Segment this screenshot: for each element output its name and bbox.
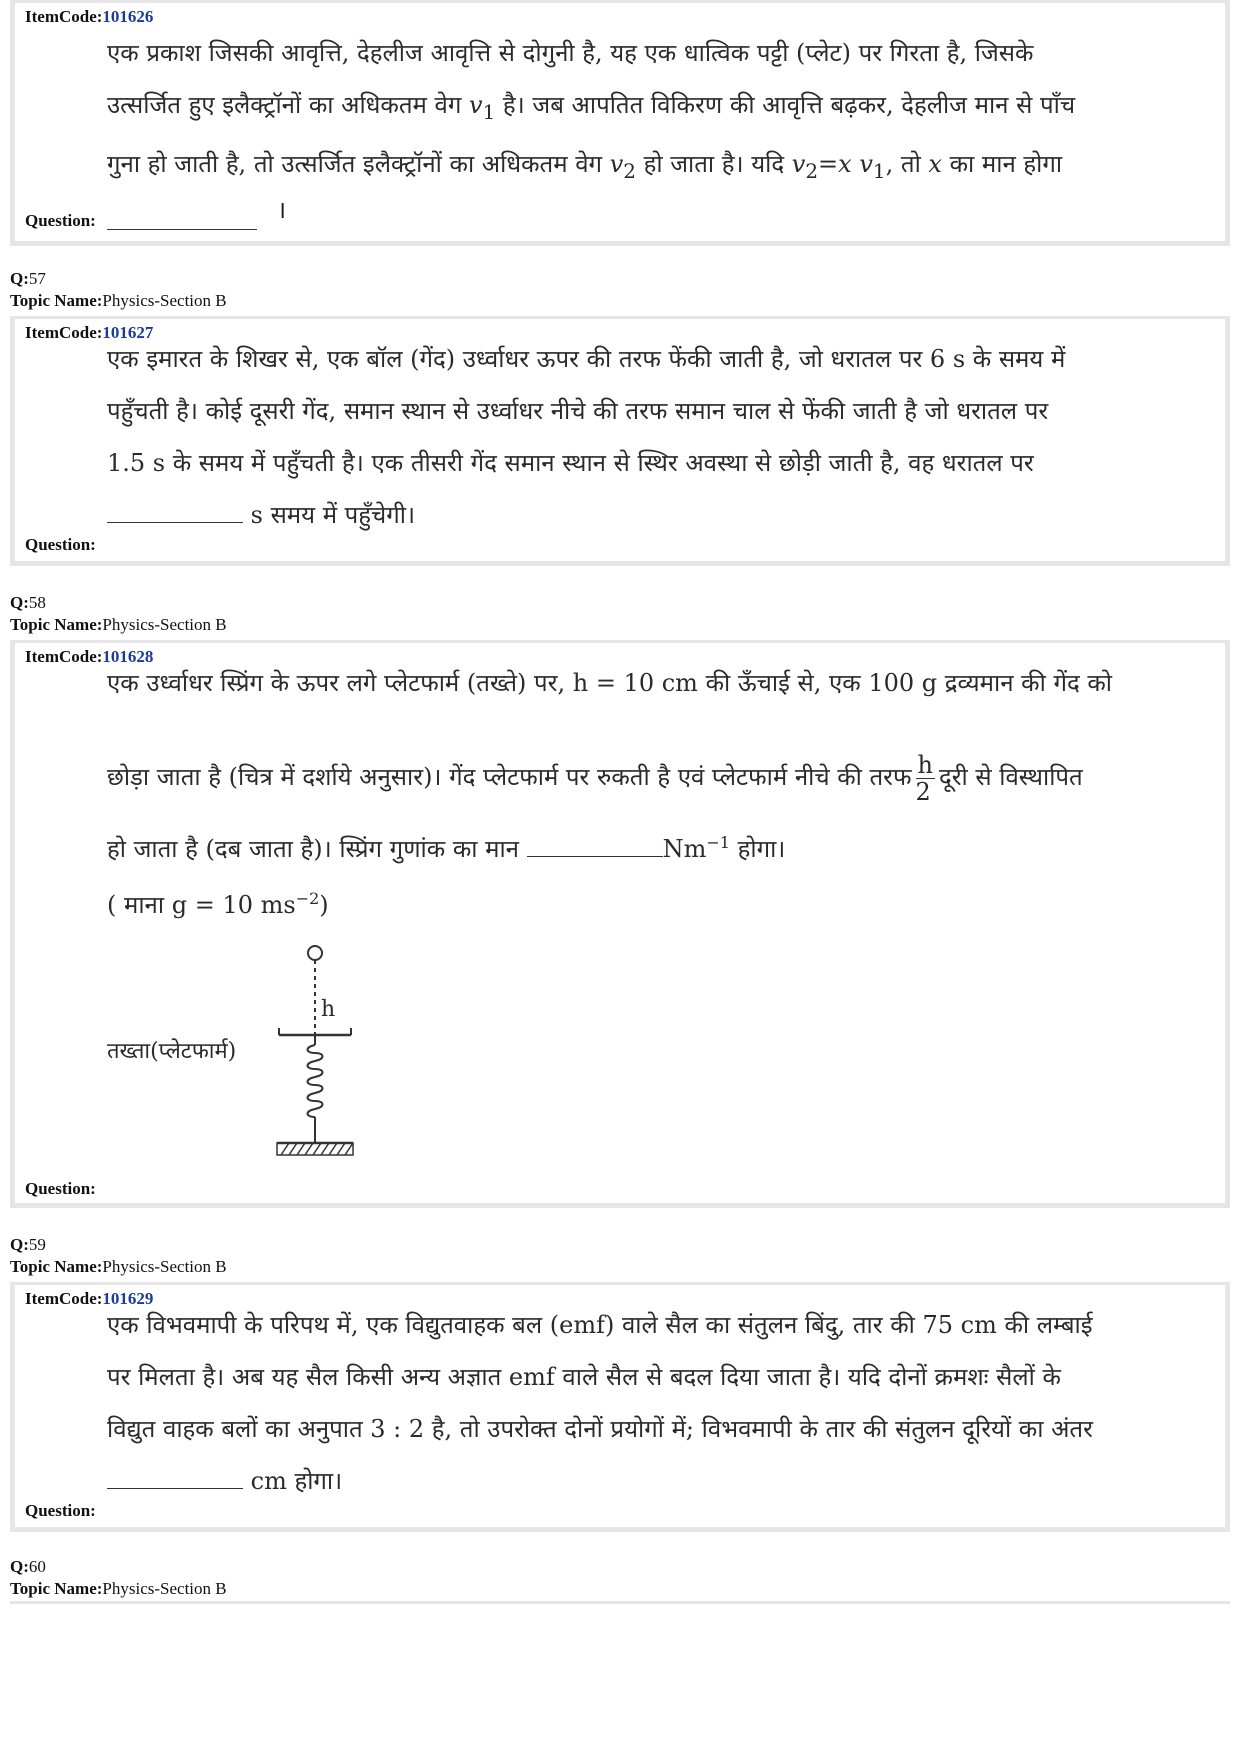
question-body (107, 657, 1207, 931)
topic-value: Physics-Section B (102, 615, 227, 634)
topic-label: Topic Name: (10, 1579, 103, 1598)
question-meta (10, 1234, 227, 1278)
text-line (107, 1455, 1207, 1507)
text-line: 1.5 s के समय में पहुँचती है। एक तीसरी गेंद समान स्थान से स्थिर अवस्था से छोड़ी जाती है, वह धरातल पर (107, 449, 1034, 477)
text-span: उत्सर्जित हुए इलैक्ट्रॉनों का अधिकतम वेग (107, 91, 469, 119)
topic-name (10, 290, 227, 312)
topic-value: Physics-Section B (102, 1257, 227, 1276)
question-meta (10, 268, 227, 312)
q-num: 58 (28, 593, 46, 612)
text-line (107, 873, 1207, 931)
equation: =x v (818, 149, 873, 178)
question-label: Question: (25, 1179, 96, 1198)
unit-sup: −1 (706, 833, 730, 852)
platform-label: तख्ता(प्लेटफार्म) (107, 1039, 237, 1064)
topic-name (10, 1578, 227, 1600)
text-span: s समय में पहुँचेगी। (243, 501, 416, 529)
question-card-101627 (10, 316, 1230, 566)
question-label: Question: (25, 1501, 96, 1520)
var-sub: 1 (482, 99, 496, 124)
text-line: पर मिलता है। अब यह सैल किसी अन्य अज्ञात emf वाले सैल से बदल दिया जाता है। यदि दोनों क्रमशः सैलों के (107, 1363, 1061, 1391)
end-mark: । (277, 196, 287, 224)
topic-label: Topic Name: (10, 1257, 103, 1276)
q-num: 59 (28, 1235, 46, 1254)
var-sub: 2 (805, 158, 819, 183)
var-sub: 1 (872, 158, 886, 183)
var-sub: 2 (623, 158, 636, 183)
answer-blank[interactable] (107, 209, 257, 230)
text-span: हो जाता है (दब जाता है)। स्प्रिंग गुणांक का मान (107, 835, 527, 863)
frac-num: h (917, 751, 933, 779)
topic-value: Physics-Section B (102, 291, 227, 310)
text-line: पहुँचती है। कोई दूसरी गेंद, समान स्थान से उर्ध्वाधर नीचे की तरफ समान चाल से फेंकी जाती है जो धरातल पर (107, 397, 1049, 425)
text-span: गुना हो जाती है, तो उत्सर्जित इलैक्ट्रॉनों का अधिकतम वेग (107, 149, 610, 178)
spring-icon (308, 1045, 323, 1117)
spring-platform-figure (85, 943, 485, 1193)
text-span: छोड़ा जाता है (चित्र में दर्शाये अनुसार)। गेंद प्लेटफार्म पर रुकती है एवं प्लेटफार्म नीचे की तरफ (107, 763, 912, 791)
topic-name (10, 1256, 227, 1278)
q-label: Q: (10, 1235, 29, 1254)
item-code (25, 7, 153, 27)
text-span: , तो (885, 149, 929, 178)
item-code-label: ItemCode: (25, 647, 103, 666)
unit-sup: −2 (295, 889, 320, 908)
question-card-101629 (10, 1282, 1230, 1532)
text-span: दूरी से विस्थापित (938, 763, 1083, 791)
frac-den: 2 (915, 778, 931, 806)
question-body (107, 1299, 1207, 1507)
question-label: Question: (25, 211, 96, 230)
fraction-h-over-2 (916, 752, 935, 805)
text-line: एक इमारत के शिखर से, एक बॉल (गेंद) उर्ध्वाधर ऊपर की तरफ फेंकी जाती है, जो धरातल पर 6 s के समय में (107, 345, 1066, 373)
question-number (10, 268, 227, 290)
var-v2: v (609, 149, 624, 178)
equation: v (791, 149, 806, 178)
text-span: ) (319, 891, 329, 919)
q-label: Q: (10, 1557, 29, 1576)
item-code-label: ItemCode: (25, 7, 103, 26)
text-line (107, 138, 1207, 197)
question-number (10, 1234, 227, 1256)
text-span: का मान होगा (941, 149, 1063, 178)
answer-blank[interactable] (107, 1472, 243, 1489)
answer-blank[interactable] (107, 506, 243, 523)
question-body (107, 333, 1207, 541)
question-label: Question: (25, 535, 96, 554)
question-number (10, 1556, 227, 1578)
text-line (107, 817, 1207, 873)
topic-label: Topic Name: (10, 291, 103, 310)
text-line: विद्युत वाहक बलों का अनुपात 3 : 2 है, तो उपरोक्त दोनों प्रयोगों में; विभवमापी के तार की संतुलन दूरियों का अंतर (107, 1415, 1093, 1443)
divider (10, 1601, 1230, 1604)
var-x: x (928, 149, 942, 178)
question-body (107, 27, 1207, 197)
item-code-label: ItemCode: (25, 1289, 103, 1308)
q-num: 60 (28, 1557, 46, 1576)
q-label: Q: (10, 269, 29, 288)
text-span: है। जब आपतित विकिरण की आवृत्ति बढ़कर, देहलीज मान से पाँच (495, 91, 1076, 119)
text-span: हो जाता है। यदि (636, 149, 792, 178)
item-code-value: 101627 (102, 323, 154, 342)
item-code-value: 101626 (102, 7, 154, 26)
question-card-101626 (10, 0, 1230, 246)
hatch-lines (281, 1143, 353, 1155)
topic-name (10, 614, 227, 636)
ball-icon (308, 946, 322, 960)
text-line (107, 489, 1207, 541)
topic-value: Physics-Section B (102, 1579, 227, 1598)
answer-blank[interactable] (527, 840, 663, 857)
text-line (107, 79, 1207, 138)
text-span: cm होगा। (243, 1467, 343, 1495)
item-code-label: ItemCode: (25, 323, 103, 342)
text-line: एक विभवमापी के परिपथ में, एक विद्युतवाहक बल (emf) वाले सैल का संतुलन बिंदु, तार की 75 cm की लम्बाई (107, 1311, 1093, 1339)
text-span: ( माना g = 10 ms (107, 891, 296, 919)
var-v1: v (469, 91, 483, 119)
item-code-value: 101629 (102, 1289, 154, 1308)
text-span: होगा। (729, 835, 786, 863)
question-card-101628 (10, 640, 1230, 1208)
question-meta (10, 1556, 227, 1600)
question-meta (10, 592, 227, 636)
q-num: 57 (28, 269, 46, 288)
q-label: Q: (10, 593, 29, 612)
text-line: एक प्रकाश जिसकी आवृत्ति, देहलीज आवृत्ति से दोगुनी है, यह एक धात्विक पट्टी (प्लेट) पर गिरता है, जिसके (107, 39, 1034, 67)
question-number (10, 592, 227, 614)
text-span: Nm (662, 835, 707, 863)
item-code-value: 101628 (102, 647, 154, 666)
topic-label: Topic Name: (10, 615, 103, 634)
text-line (107, 737, 1207, 817)
height-label: h (321, 997, 336, 1022)
text-line: एक उर्ध्वाधर स्प्रिंग के ऊपर लगे प्लेटफार्म (तख्ते) पर, h = 10 cm की ऊँचाई से, एक 100 g द्रव्यमान की गेंद को (107, 669, 1112, 697)
